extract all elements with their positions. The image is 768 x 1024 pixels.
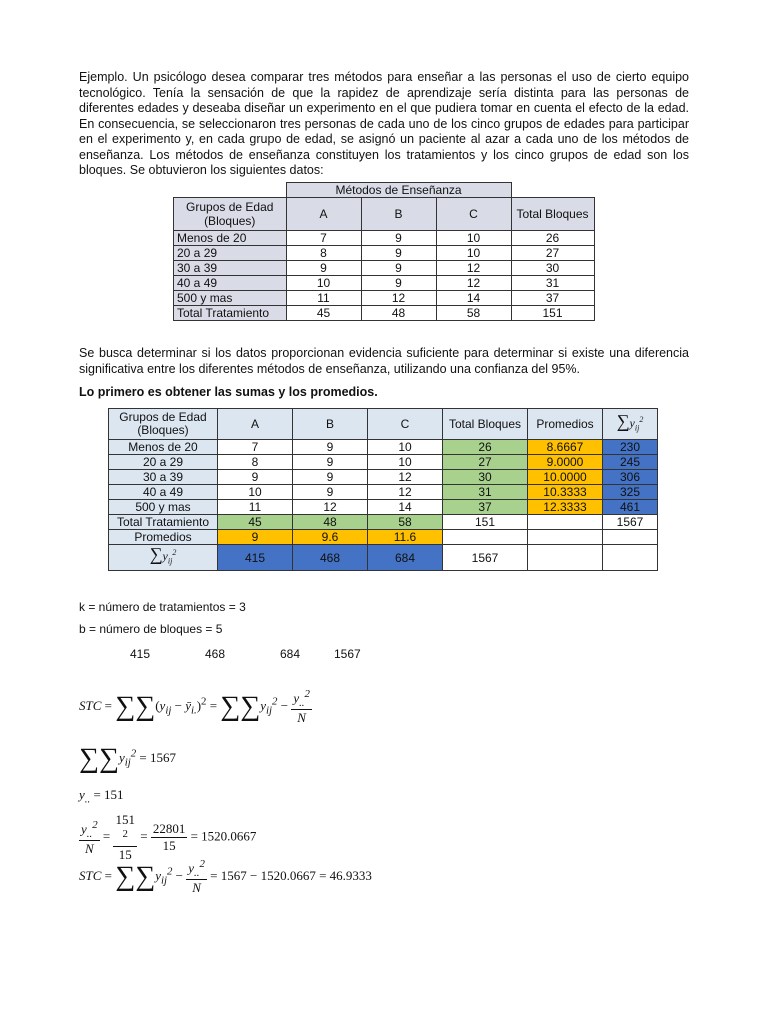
cell-value: 7 [286,231,361,246]
cell-value: 7 [218,440,293,455]
cell-value: 9 [293,440,368,455]
empty-cell [528,545,603,571]
sum-c: 684 [280,647,301,661]
cell-value: 58 [368,515,443,530]
table-row [174,306,595,321]
cell-value: 45 [286,306,361,321]
cell-value: 14 [436,291,511,306]
row-label: 30 a 39 [174,261,287,276]
table-row [109,440,658,455]
cell-value: 26 [511,231,594,246]
col-c: C [436,198,511,231]
y-dot-formula: $y_{..} = 151$ [79,787,124,806]
cell-value: 1567 [443,545,528,571]
cell-value: 11.6 [368,530,443,545]
cell-value: 11 [286,291,361,306]
total-row [109,515,658,530]
cell-value: 37 [443,500,528,515]
cell-value: 12 [361,291,436,306]
cell-value: 11 [218,500,293,515]
cell-value: 9 [218,470,293,485]
correction-formula: $\frac{y_{..}^2}{N}$ = 151 $^2$ 15 = $\frac{22801}{15}$ = 1520.0667 [81,812,257,863]
cell-value: 9 [361,246,436,261]
row-label: Menos de 20 [174,231,287,246]
cell-value: 10 [218,485,293,500]
cell-value: 31 [443,485,528,500]
methods-header: Métodos de Enseñanza [286,183,511,198]
blocks-header: Grupos de Edad (Bloques) [174,198,287,231]
sum-y2-header: $\sum y_{ij}^2$ [603,409,658,440]
table-row [174,261,595,276]
col-a: A [286,198,361,231]
sums-table [108,408,658,571]
stc-result-formula: STC = $\sum\sum y_{ij}^2$ − $\frac{y_{..}^2}{N}$ = 1567 − 1520.0667 = 46.9333 [79,858,372,895]
cell-value: 9 [361,231,436,246]
col-b: B [361,198,436,231]
blocks-header: Grupos de Edad (Bloques) [109,409,218,440]
row-label: 500 y mas [174,291,287,306]
cell-value: 10.3333 [528,485,603,500]
col-a: A [218,409,293,440]
sum-total: 1567 [334,647,361,661]
cell-value: 10 [368,455,443,470]
cell-value: 9 [361,261,436,276]
col-c: C [368,409,443,440]
sum-y2-row [109,545,658,571]
empty-cell [603,545,658,571]
table-row [174,276,595,291]
intro-paragraph: Ejemplo. Un psicólogo desea comparar tres métodos para enseñar a las personas el uso de cierto equipo tecnológico. Tenía la sensación de que la rapidez de aprendizaje sería distinta para las personas de diferentes edades y deseaba diseñar un experimento en el que pudiera tomar en cuenta el efecto de la edad. En consecuencia, se seleccionaron tres personas de cada uno de los cinco grupos de edades para participar en el experimento y, en cada grupo de edad, se asignó un paciente al azar a cada uno de los métodos de enseñanza. Los métodos de enseñanza constituyen los tratamientos y los cinco grupos de edad son los bloques. Se obtuvieron los siguientes datos: [79,70,689,177]
cell-value: 48 [361,306,436,321]
empty-cell [603,530,658,545]
cell-value: 245 [603,455,658,470]
row-label: 40 a 49 [174,276,287,291]
row-label: Menos de 20 [109,440,218,455]
cell-value: 8 [218,455,293,470]
cell-value: 14 [368,500,443,515]
cell-value: 468 [293,545,368,571]
cell-value: 31 [511,276,594,291]
cell-value: 12 [368,470,443,485]
sum-a: 415 [130,647,151,661]
cell-value: 30 [511,261,594,276]
sum-yij2-formula: $\sum\sum y_{ij}^2 = 1567$ [79,743,177,774]
row-label: 20 a 29 [109,455,218,470]
cell-value: 151 [511,306,594,321]
cell-value: 684 [368,545,443,571]
cell-value: 306 [603,470,658,485]
cell-value: 9 [218,530,293,545]
cell-value: 10 [368,440,443,455]
table-row [109,455,658,470]
empty-cell [443,530,528,545]
empty-cell [528,530,603,545]
cell-value: 415 [218,545,293,571]
cell-value [528,515,603,530]
row-label: 20 a 29 [174,246,287,261]
cell-value: 45 [218,515,293,530]
data-table [173,182,595,321]
table-row [174,291,595,306]
row-label: 40 a 49 [109,485,218,500]
row-label: Total Tratamiento [174,306,287,321]
row-label: Total Tratamiento [109,515,218,530]
b-definition: b = número de bloques = 5 [79,622,223,636]
cell-value: 9 [293,470,368,485]
cell-value: 12.3333 [528,500,603,515]
table-row [109,485,658,500]
cell-value: 26 [443,440,528,455]
cell-value: 9 [286,261,361,276]
col-total: Total Bloques [511,198,594,231]
table-row [109,470,658,485]
table-row [174,231,595,246]
cell-value: 10 [436,246,511,261]
step-heading: Lo primero es obtener las sumas y los promedios. [79,385,378,399]
cell-value: 9 [361,276,436,291]
cell-value: 1567 [603,515,658,530]
cell-value: 8.6667 [528,440,603,455]
cell-value: 12 [436,261,511,276]
cell-value: 9.0000 [528,455,603,470]
question-paragraph: Se busca determinar si los datos proporcionan evidencia suficiente para determinar si existe una diferencia significativa entre los diferentes métodos de enseñanza, utilizando una confianza del 95%. [79,346,689,376]
cell-value: 230 [603,440,658,455]
cell-value: 30 [443,470,528,485]
cell-value: 12 [293,500,368,515]
row-label: Promedios [109,530,218,545]
cell-value: 12 [436,276,511,291]
cell-value: 325 [603,485,658,500]
k-definition: k = número de tratamientos = 3 [79,600,246,614]
cell-value: 10 [286,276,361,291]
cell-value: 37 [511,291,594,306]
cell-value: 58 [436,306,511,321]
cell-value: 10.0000 [528,470,603,485]
row-label: $\sum y_{ij}^2$ [109,545,218,571]
cell-value: 9 [293,455,368,470]
prom-row [109,530,658,545]
col-b: B [293,409,368,440]
col-prom: Promedios [528,409,603,440]
row-label: 500 y mas [109,500,218,515]
stc-formula: STC = $\sum\sum(y_{ij}$ − $ȳ_{i.})^2 = \sum\sum y_{ij}^2$ − $\frac{y_{..}^2}{N}$ [79,688,310,725]
cell-value: 9 [293,485,368,500]
row-label: 30 a 39 [109,470,218,485]
table-row [109,500,658,515]
cell-value: 8 [286,246,361,261]
cell-value: 151 [443,515,528,530]
cell-value: 48 [293,515,368,530]
cell-value: 461 [603,500,658,515]
sum-b: 468 [205,647,226,661]
cell-value: 10 [436,231,511,246]
cell-value: 27 [511,246,594,261]
cell-value: 27 [443,455,528,470]
table-row [174,246,595,261]
col-total: Total Bloques [443,409,528,440]
cell-value: 9.6 [293,530,368,545]
cell-value: 12 [368,485,443,500]
